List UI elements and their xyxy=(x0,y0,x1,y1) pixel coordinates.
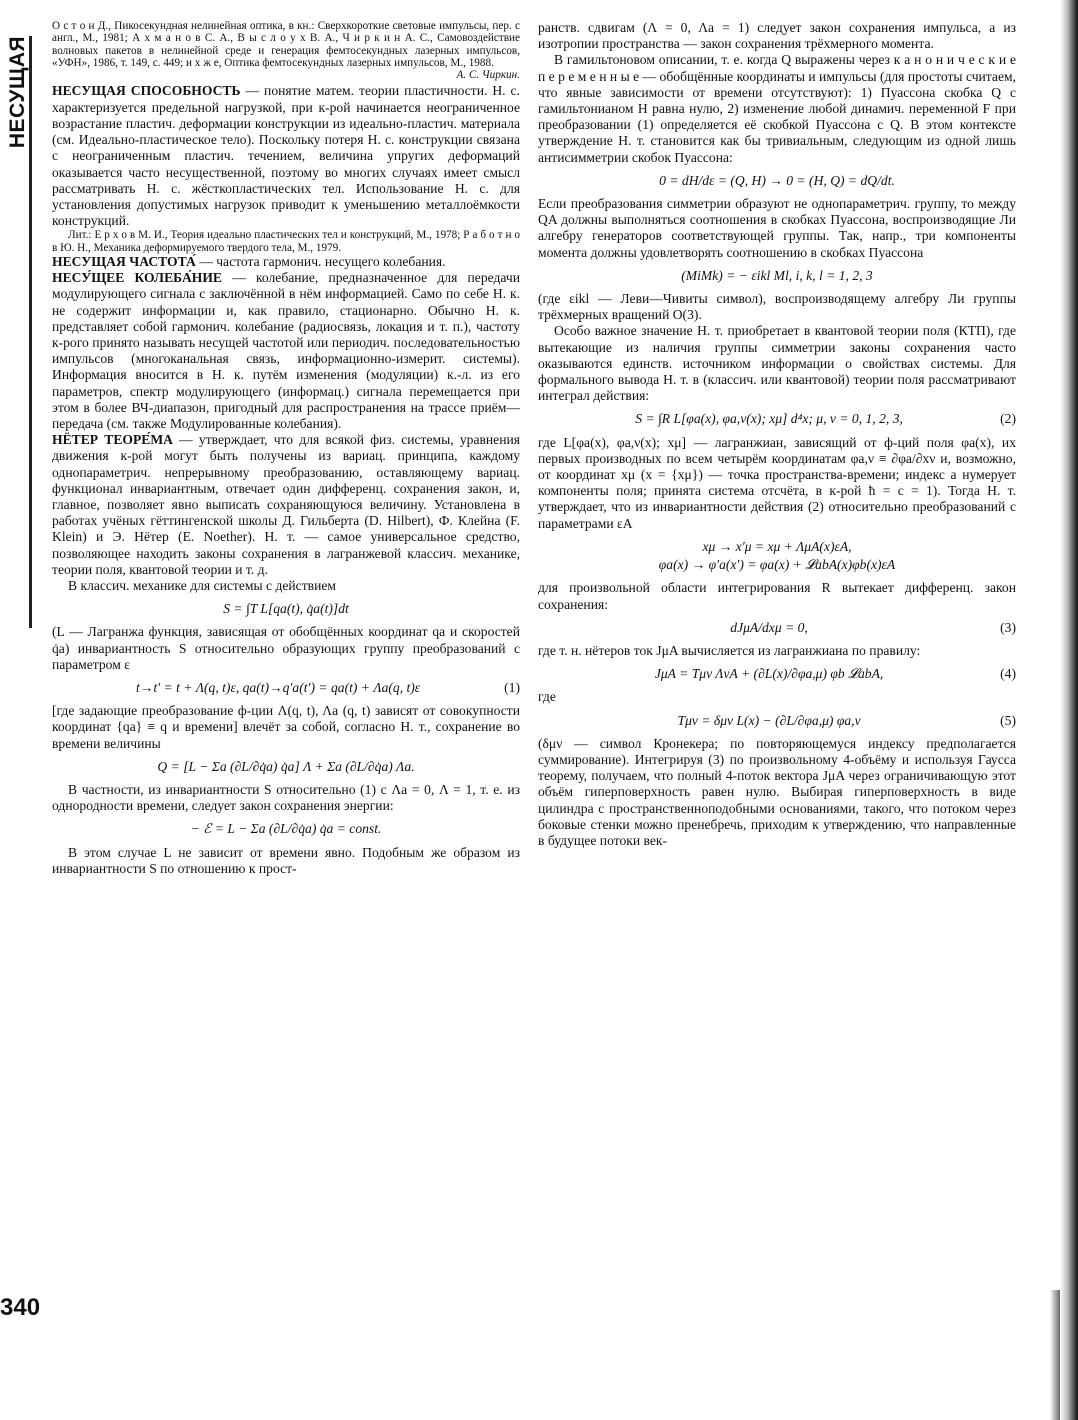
entry-literature: Лит.: Е р х о в М. И., Теория идеально пластических тел и конструкций, М., 1978; Р а б о т н о в Ю. Н., Механика деформируемого твердого тела, М., 1979. xyxy=(52,229,520,254)
entry-term: НЕСУЩАЯ ЧАСТОТА́ xyxy=(52,253,196,269)
paragraph: (где εikl — Леви—Чивиты символ), воспроизводящему алгебру Ли группы трёхмерных вращений O(3). xyxy=(538,291,1016,323)
paragraph: В частности, из инвариантности S относительно (1) с Λa = 0, Λ = 1, т. е. из однородности времени, следует закон сохранения энергии: xyxy=(52,782,520,814)
formula-momentum: (MiMk) = − εikl Ml, i, k, l = 1, 2, 3 xyxy=(681,267,873,283)
formula-transform-phi: φa(x) → φ′a(x′) = φa(x) + 𝓛abA(x)φb(x)εA xyxy=(658,557,896,573)
equation-number: (2) xyxy=(1000,411,1016,427)
formula-4: JμA = Tμν ΛνA + (∂L(x)/∂φa,μ) φb 𝓛abA, (4) xyxy=(654,666,1016,682)
paragraph: где т. н. нётеров ток JμA вычисляется из лагранжиана по правилу: xyxy=(538,642,921,658)
formula-transform-x: xμ → x′μ = xμ + ΛμA(x)εA, xyxy=(702,538,852,554)
entry-term: НЕСУЩАЯ СПОСОБНОСТЬ xyxy=(52,83,241,99)
equation-number: (4) xyxy=(1000,666,1016,682)
formula-3: dJμA/dxμ = 0, (3) xyxy=(730,619,1016,635)
running-head: НЕСУЩАЯ xyxy=(6,35,29,149)
right-column xyxy=(538,20,1016,849)
paragraph: В этом случае L не зависит от времени явно. Подобным же образом из инвариантности S по отношению к прост- xyxy=(52,844,520,876)
paragraph: ранств. сдвигам (Λ = 0, Λa = 1) следует закон сохранения импульса, а из изотропии пространства — закон сохранения трёхмерного момента. xyxy=(538,20,1016,52)
entry-noether-theorem: НЁТЕР ТЕОРЕ́МА — утверждает, что для всякой физ. системы, уравнения движения к-рой могут быть получены из вариац. принципа, каждому однопараметрич. непрерывному преобразованию, оставляющему вариац. функционал инвариантным, отвечает один дифференц. сохранения закон, и, главное, позволяет явно выписать сохраняющуюся величину. Установлена в работах учёных гёттингенской школы Д. Гильберта (D. Hilbert), Ф. Клейна (F. Klein) и Э. Нётер (E. Noether). Н. т. — самое универсальное средство, позволяющее находить законы сохранения в лагранжевой классич. механике, теории поля, квантовой теории и т. д. xyxy=(52,432,521,577)
formula-energy: − ℰ = L − Σa (∂L/∂q̇a) q̇a = const. xyxy=(190,821,382,837)
paragraph: [где задающие преобразование ф-ции Λ(q, t), Λa (q, t) зависят от совокупности координат {qa} ≡ q и времени] влечёт за собой, согласно Н. т., сохранение во времени величины xyxy=(52,703,520,751)
paragraph: Если преобразования симметрии образуют не однопараметрич. группу, то между QA должны выполняться соотношения в скобках Пуассона, воспроизводящие Ли алгебру генераторов соответствующей группы. Так, напр., три компоненты момента должны удовлетворять соотношению в скобках Пуассона xyxy=(538,196,1016,260)
formula-2: S = ∫R L[φa(x), φa,ν(x); xμ] d⁴x; μ, ν = 0, 1, 2, 3, (2) xyxy=(635,411,1016,427)
paragraph: (L — Лагранжа функция, зависящая от обобщённых координат qa и скоростей q̇a) инвариантность S относительно образующих группу преобразований с параметром ε xyxy=(52,624,520,672)
entry-term: НЁТЕР ТЕОРЕ́МА xyxy=(52,432,173,448)
paragraph: для произвольной области интегрирования R вытекает дифференц. закон сохранения: xyxy=(538,580,1016,612)
formula-1: t→t′ = t + Λ(q, t)ε, qa(t)→q′a(t′) = qa(t) + Λa(q, t)ε (1) xyxy=(135,679,520,695)
margin-rule xyxy=(29,36,32,628)
paragraph: Особо важное значение Н. т. приобретает в квантовой теории поля (КТП), где вытекающие из наличия группы симметрии законы сохранения часто оказываются единств. источником информации о свойствах системы. Для формального вывода Н. т. в (классич. или квантовой) теории поля рассматривают интеграл действия: xyxy=(538,323,1016,404)
scan-edge-shadow xyxy=(1060,0,1078,1420)
entry-nesushchaya-chastota: НЕСУЩАЯ ЧАСТОТА́ — частота гармонич. несущего колебания. xyxy=(52,253,446,269)
left-column xyxy=(52,20,520,877)
paragraph: где L[φa(x), φa,ν(x); xμ] — лагранжиан, зависящий от ф-ций поля φa(x), их первых производных по всем четырём координатам φa,ν ≡ ∂φa/∂xν и, возможно, от координат xμ (x = {xμ}) — точка пространства-времени; индекс a нумерует компоненты поля; принята система отсчёта, в к-рой ħ = c = 1). Тогда Н. т. утверждает, что из инвариантности действия (2) относительно преобразований с параметрами εA xyxy=(538,434,1016,531)
formula-action: S = ∫T L[qa(t), q̇a(t)]dt xyxy=(223,601,349,617)
paragraph: где xyxy=(538,689,556,705)
formula-5: Tμν = δμν L(x) − (∂L/∂φa,μ) φa,ν (5) xyxy=(677,712,1016,728)
reference-head: О с т о н Д., Пикосекундная нелинейная оптика, в кн.: Сверхкороткие световые импульсы, пер. с англ., М., 1981; А х м а н о в С. А., В ы с л о у х В. А., Ч и р к и н А. С., Самовоздействие волновых пакетов в нелинейной среде и генерация фемтосекундных лазерных импульсов, «УФН», 1986, т. 149, с. 449; и х ж е, Оптика фемтосекундных лазерных импульсов, М., 1988. А. С. Чиркин. xyxy=(52,20,520,82)
paragraph: В гамильтоновом описании, т. е. когда Q выражены через к а н о н и ч е с к и е п е р е м е н н ы е — обобщённые координаты и импульсы (для простоты считаем, что явные зависимости от времени отсутствуют): 1) Пуассона скобка Q с гамильтонианом H равна нулю, 2) изменение любой динамич. переменной F при преобразовании (1) определяется её скобкой Пуассона с Q. В этом контексте утверждение Н. т. становится как бы тривиальным, следующим из одной лишь антисимметрии скобок Пуассона: xyxy=(538,52,1016,165)
paragraph: (δμν — символ Кронекера; по повторяющемуся индексу предполагается суммирование). Интегрируя (3) по произвольному 4-объёму и используя Гаусса теорему, получаем, что полный 4-поток вектора JμA через ограничивающую этот объём гиперповерхность равен нулю. Выбирая гиперповерхность в виде цилиндра с пространственноподобными основаниями, такого, что потоком через боковые стенки можно пренебречь, приходим к утверждению, что направленные в будущее потоки век- xyxy=(538,735,1016,848)
entry-nesushchaya-sposobnost: НЕСУЩАЯ СПОСОБНОСТЬ — понятие матем. теории пластичности. Н. с. характеризуется предельной нагрузкой, при к-рой начинается неограниченное возрастание пластич. деформации конструкции из идеально-пластич. материала (см. Идеально-пластическое тело). Поскольку потеря Н. с. конструкции связана с неограниченным пластич. течением, величина упругих деформаций оказывается часто несущественной, поэтому во многих случаях имеет смысл рассматривать Н. с. жёсткопластических тел. Использование Н. с. для установления допустимых нагрузок приводит к уменьшению металлоёмкости конструкций. xyxy=(52,83,520,229)
author-signature: А. С. Чиркин. xyxy=(456,69,520,82)
paragraph: В классич. механике для системы с действием xyxy=(68,577,336,593)
scan-edge-shadow-bottom xyxy=(1050,1290,1060,1420)
formula-conserved-q: Q = [L − Σa (∂L/∂q̇a) q̇a] Λ + Σa (∂L/∂q̇a) Λa. xyxy=(157,758,415,774)
entry-nesushchee-kolebanie: НЕСУ́ЩЕЕ КОЛЕБА́НИЕ — колебание, предназначенное для передачи модулирующего сигнала с заключённой в нём информацией. Само по себе Н. к. не содержит информации и, как правило, стационарно. Обычно Н. к. представляет собой гармонич. колебание (радиосвязь, локация и т. п.), частоту к-рого принято называть несущей частотой или периодич. последовательностью импульсов (многоканальная связь, информационно-измерит. системы). Информация вносится в Н. к. путём изменения (модуляции) к.-л. из его параметров, спектр модулирующего (информац.) сигнала перемещается при этом в более ВЧ-диапазон, пригодный для распространения на трассе приём—передача (см. также Модулированные колебания). xyxy=(52,270,521,431)
formula-poisson: 0 = dH/dε = (Q, H) → 0 = (H, Q) = dQ/dt. xyxy=(659,172,895,188)
page-number: 340 xyxy=(0,1294,41,1321)
equation-number: (5) xyxy=(1000,712,1016,728)
equation-number: (1) xyxy=(504,679,520,695)
equation-number: (3) xyxy=(1000,619,1016,635)
entry-term: НЕСУ́ЩЕЕ КОЛЕБА́НИЕ xyxy=(52,270,222,286)
